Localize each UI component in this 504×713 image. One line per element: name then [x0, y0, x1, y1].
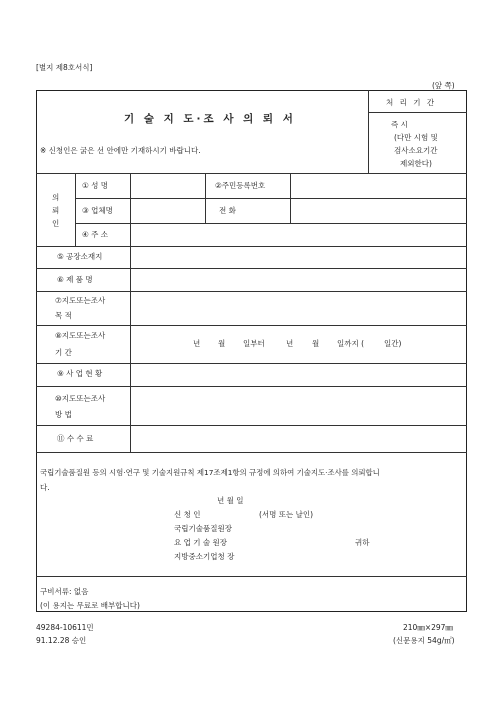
recipient-3: 지방중소기업청 장: [174, 552, 235, 561]
declaration-text-line2: 다.: [40, 483, 50, 492]
product-name-label: ⑥ 제 품 명: [57, 275, 93, 284]
fee-label: ⑪ 수 수 료: [57, 434, 94, 443]
address-label: ④ 주 소: [82, 230, 108, 239]
declaration-text-line1: 국립기술품질원 등의 시험·연구 및 기술지원규칙 제17조제1항의 규정에 의하여 기술지도·조사를 의뢰합니: [40, 468, 380, 477]
recipient-1: 국립기술품질원장: [174, 524, 232, 533]
approval-date: 91.12.28 승인: [36, 636, 87, 645]
form-code: 49284-10611민: [36, 623, 94, 632]
processing-note-line2: 검사소요기간: [394, 146, 438, 155]
row-line-factory: [36, 268, 467, 269]
purpose-label-line1: ⑦지도또는조사: [55, 296, 106, 305]
processing-header-divider: [368, 112, 467, 113]
attachments-label: 구비서류: 없음: [40, 587, 89, 596]
row-line-fee: [36, 452, 467, 453]
resident-id-label: ②주민등록번호: [215, 181, 266, 190]
applicant-signature-label: 신 청 인: [174, 510, 201, 519]
form-title: 기 술 지 도·조 사 의 뢰 서: [124, 113, 296, 125]
company-label: ③ 업체명: [82, 206, 113, 215]
free-form-note: (이 용지는 무료로 배부합니다): [40, 601, 140, 610]
processing-column-divider: [368, 90, 369, 173]
page-side-label: (앞 쪽): [432, 81, 455, 90]
method-label-line1: ⑩지도또는조사: [55, 394, 106, 403]
row-line-declaration: [36, 576, 467, 577]
row-line-business: [36, 386, 467, 387]
processing-note-line3: 제외한다): [400, 159, 432, 168]
row-line-method: [36, 425, 467, 426]
purpose-label-line2: 목 적: [55, 311, 72, 320]
instruction-note: ※ 신청인은 굵은 선 안에만 기재하시기 바랍니다.: [40, 146, 201, 155]
declaration-date: 년 월 일: [217, 496, 244, 505]
row-line-company: [75, 223, 467, 224]
second-label-divider: [290, 173, 291, 223]
processing-period-header: 처 리 기 간: [386, 98, 437, 107]
method-label-line2: 방 법: [55, 410, 72, 419]
application-form: [36, 90, 467, 612]
signature-note: (서명 또는 날인): [259, 510, 314, 519]
period-month2: 월: [312, 339, 320, 348]
label-column-divider: [130, 173, 131, 452]
period-year: 년: [193, 339, 201, 348]
recipient-2: 요 업 기 술 원장: [174, 538, 228, 547]
period-label-line1: ⑧지도또는조사: [55, 331, 106, 340]
paper-size: 210㎜×297㎜: [403, 623, 453, 632]
period-year2: 년: [286, 339, 294, 348]
period-label-line2: 기 간: [55, 348, 72, 357]
processing-note-line1: (다만 시험 및: [394, 133, 438, 142]
applicant-group-divider: [75, 173, 76, 246]
recipient-honorific: 귀하: [355, 538, 370, 547]
name-label: ① 성 명: [82, 181, 108, 190]
paper-type: (신문용지 54g/㎡): [393, 636, 455, 645]
row-line-address: [36, 246, 467, 247]
period-days: 일간): [384, 339, 402, 348]
applicant-group-char2: 뢰: [52, 206, 60, 215]
applicant-group-char3: 인: [52, 219, 60, 228]
row-line-product: [36, 291, 467, 292]
business-status-label: ⑨ 사 업 현 황: [57, 369, 103, 378]
applicant-group-char1: 의: [52, 193, 60, 202]
row-line-period: [36, 363, 467, 364]
processing-period-value: 즉 시: [391, 120, 408, 129]
factory-location-label: ⑤ 공장소재지: [57, 252, 103, 261]
header-bottom-line: [36, 173, 467, 174]
row-line-name: [75, 198, 467, 199]
period-until: 일까지 (: [337, 339, 365, 348]
form-number: [별지 제8호서식]: [36, 63, 93, 72]
phone-label: 전 화: [219, 206, 236, 215]
name-value-right-divider: [205, 173, 206, 223]
period-month: 월: [218, 339, 226, 348]
period-from: 일부터: [243, 339, 265, 348]
row-line-purpose: [36, 325, 467, 326]
